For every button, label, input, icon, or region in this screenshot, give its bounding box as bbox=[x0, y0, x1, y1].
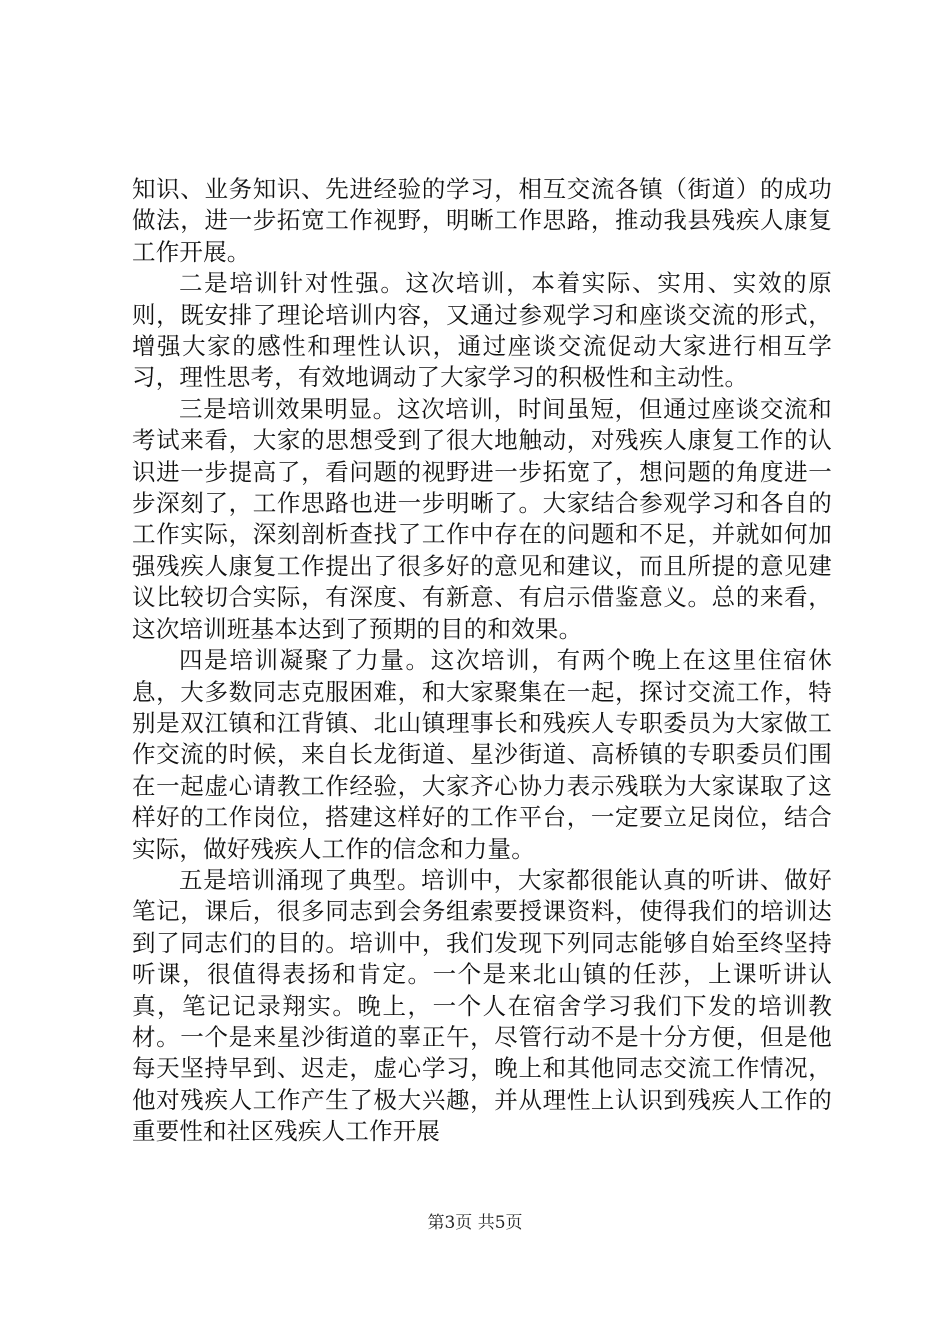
paragraph-training-effect: 三是培训效果明显。这次培训，时间虽短，但通过座谈交流和考试来看，大家的思想受到了很大地触动，对残疾人康复工作的认识进一步提高了，看问题的视野进一步拓宽了，想问题的角度进一步深刻了，工作思路也进一步明晰了。大家结合参观学习和各自的工作实际，深刻剖析查找了工作中存在的问题和不足，并就如何加强残疾人康复工作提出了很多好的意见和建议，而且所提的意见建议比较切合实际，有深度、有新意、有启示借鉴意义。总的来看，这次培训班基本达到了预期的目的和效果。 bbox=[132, 394, 832, 643]
body-text bbox=[132, 174, 832, 1148]
paragraph-targeted-training: 二是培训针对性强。这次培训，本着实际、实用、实效的原则，既安排了理论培训内容，又通过参观学习和座谈交流的形式，增强大家的感性和理性认识，通过座谈交流促动大家进行相互学习，理性思考，有效地调动了大家学习的积极性和主动性。 bbox=[132, 269, 832, 392]
paragraph-continuation: 知识、业务知识、先进经验的学习，相互交流各镇（街道）的成功做法，进一步拓宽工作视野，明晰工作思路，推动我县残疾人康复工作开展。 bbox=[132, 175, 832, 266]
paragraph-cohesion: 四是培训凝聚了力量。这次培训，有两个晚上在这里住宿休息，大多数同志克服困难，和大家聚集在一起，探讨交流工作，特别是双江镇和江背镇、北山镇理事长和残疾人专职委员为大家做工作交流的时候，来自长龙街道、星沙街道、高桥镇的专职委员们围在一起虚心请教工作经验，大家齐心协力表示残联为大家谋取了这样好的工作岗位，搭建这样好的工作平台，一定要立足岗位，结合实际，做好残疾人工作的信念和力量。 bbox=[132, 646, 832, 863]
paragraph-role-models: 五是培训涌现了典型。培训中，大家都很能认真的听讲、做好笔记，课后，很多同志到会务组索要授课资料，使得我们的培训达到了同志们的目的。培训中，我们发现下列同志能够自始至终坚持听课，很值得表扬和肯定。一个是来北山镇的任莎，上课听讲认真，笔记记录翔实。晚上，一个人在宿舍学习我们下发的培训教材。一个是来星沙街道的辜正午，尽管行动不是十分方便，但是他每天坚持早到、迟走，虚心学习，晚上和其他同志交流工作情况，他对残疾人工作产生了极大兴趣，并从理性上认识到残疾人工作的重要性和社区残疾人工作开展 bbox=[132, 865, 832, 1146]
page-footer: 第3页 共5页 bbox=[427, 1213, 523, 1233]
